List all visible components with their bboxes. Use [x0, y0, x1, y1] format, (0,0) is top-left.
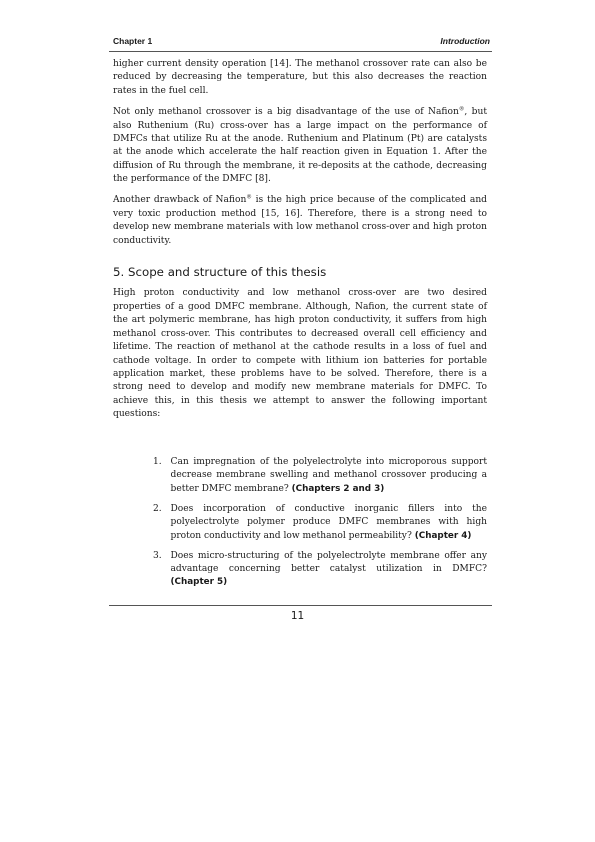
- list-number: 3.: [153, 550, 162, 561]
- page-body: [113, 58, 487, 596]
- page-number: 11: [290, 610, 305, 622]
- footer-rule: [109, 605, 492, 606]
- body-paragraph: [113, 194, 487, 248]
- header-section-label: Introduction: [440, 36, 490, 46]
- body-paragraph: [113, 106, 487, 187]
- list-item: [113, 550, 487, 590]
- list-number: 2.: [153, 503, 162, 514]
- chapter-reference: (Chapter 4): [414, 530, 472, 541]
- list-number: 1.: [153, 456, 162, 467]
- question-text: Does micro-structuring of the polyelectrolyte membrane offer any advantage concerning better catalyst utilization in DMFC?: [170, 550, 487, 574]
- chapter-reference: (Chapter 5): [170, 577, 228, 588]
- chapter-reference: (Chapters 2 and 3): [291, 483, 385, 494]
- research-questions-list: [113, 456, 487, 590]
- list-item: [113, 456, 487, 496]
- paragraph-text: , but also Ruthenium (Ru) cross-over has a large impact on the performance of DMFCs that utilize Ru at the anode. Ruthenium and Platinum (Pt) are catalysts at the anode which accelerate the half reaction given in Equation 1. After the diffusion of Ru through the membrane, it re-deposits at the cathode, decreasing the performance of the DMFC [8].: [113, 107, 487, 185]
- running-header: [113, 36, 490, 50]
- registered-mark: ®: [458, 106, 465, 113]
- list-item: [113, 503, 487, 543]
- paragraph-text: higher current density operation [14]. The methanol crossover rate can also be reduced by decreasing the temperature, but this also decreases the reaction rates in the fuel cell.: [113, 59, 487, 96]
- question-text: Does incorporation of conductive inorganic fillers into the polyelectrolyte polymer produce DMFC membranes with high proton conductivity and low methanol permeability?: [170, 503, 487, 541]
- paragraph-text: Not only methanol crossover is a big disadvantage of the use of Nafion: [113, 107, 459, 118]
- section-paragraph: High proton conductivity and low methanol cross-over are two desired properties of a good DMFC membrane. Although, Nafion, the current state of the art polymeric membrane, has high proton conductivity, it suffers from high methanol cross-over. This contributes to decreased overall cell efficiency and lifetime. The reaction of methanol at the cathode results in a loss of fuel and cathode voltage. In order to compete with lithium ion batteries for portable application market, these problems have to be solved. Therefore, there is a strong need to develop and modify new membrane materials for DMFC. To achieve this, in this thesis we attempt to answer the following important questions:: [113, 288, 487, 420]
- header-rule: [109, 51, 492, 52]
- paragraph-text: is the high price because of the complicated and very toxic production method [15, 16]. Therefore, there is a strong need to develop new membrane materials with low methanol cross-over and high proton conductivity.: [113, 195, 487, 246]
- header-chapter-label: Chapter 1: [113, 36, 153, 46]
- registered-mark: ®: [246, 194, 252, 201]
- question-text: Can impregnation of the polyelectrolyte into microporous support decrease membrane swelling and methanol crossover producing a better DMFC membrane?: [170, 456, 487, 494]
- paragraph-text: Another drawback of Nafion: [113, 195, 247, 206]
- body-paragraph: [113, 58, 487, 98]
- section-heading: 5. Scope and structure of this thesis: [113, 264, 327, 279]
